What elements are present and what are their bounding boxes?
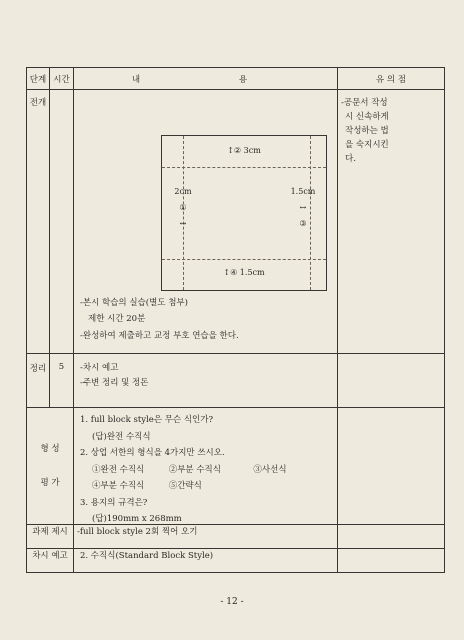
evaluation-questions	[80, 412, 287, 528]
practice-line: -본시 학습의 실습(별도 첨부)	[80, 298, 188, 308]
option-3: ③사선식	[253, 464, 287, 475]
summary-time: 5	[50, 354, 74, 408]
next-lesson-content: 2. 수직식(Standard Block Style)	[74, 549, 338, 573]
note-line: 을 숙지시킨	[345, 140, 389, 150]
left-margin-line	[183, 136, 184, 290]
right-margin-arrow-icon: ↔	[299, 203, 307, 212]
right-margin-value: 1.5cm	[290, 187, 316, 196]
summary-stage: 정리	[27, 354, 50, 408]
evaluation-stage-top: 형 성	[40, 444, 60, 454]
top-margin-label: ↕② 3cm	[227, 146, 261, 155]
development-row	[27, 90, 445, 354]
summary-line: -주변 정리 및 정돈	[80, 378, 149, 388]
table-header-row	[27, 68, 445, 90]
summary-row	[27, 354, 445, 408]
next-lesson-stage: 차시 예고	[27, 549, 74, 573]
option-4: ④부분 수직식	[92, 481, 145, 491]
bottom-margin-label: ↕④ 1.5cm	[223, 268, 265, 277]
evaluation-notes	[338, 408, 445, 525]
header-stage: 단계	[27, 68, 50, 90]
header-content-left: 내	[131, 74, 141, 85]
development-content	[74, 90, 338, 354]
evaluation-stage-bottom: 평 가	[40, 478, 60, 488]
summary-notes	[338, 354, 445, 408]
question-2: 2. 상업 서한의 형식을 4가지만 쓰시오.	[80, 448, 225, 458]
right-margin-number: ③	[299, 219, 307, 228]
submit-line: -완성하여 제출하고 교정 부호 연습을 한다.	[80, 331, 239, 341]
question-1: 1. full block style은 무슨 식인가?	[80, 415, 214, 425]
summary-content	[74, 354, 338, 408]
development-time	[50, 90, 74, 354]
task-notes	[338, 525, 445, 549]
summary-line: -차시 예고	[80, 363, 119, 373]
header-notes: 유 의 점	[338, 68, 445, 90]
task-content: -full block style 2회 찍어 오기	[74, 525, 338, 549]
left-margin-arrow-icon: ↔	[179, 219, 187, 228]
header-content	[74, 68, 338, 90]
answer-1: (답)완전 수직식	[92, 431, 151, 442]
answer-3: (답)190mm x 268mm	[92, 514, 182, 524]
next-lesson-notes	[338, 549, 445, 573]
time-limit-line: 제한 시간 20분	[88, 314, 146, 324]
note-line: 시 신속하게	[345, 112, 389, 122]
left-margin-value: 2cm	[174, 187, 192, 196]
task-row	[27, 525, 445, 549]
page-number: - 12 -	[220, 597, 244, 607]
option-2: ②부분 수직식	[168, 464, 221, 475]
margin-diagram	[161, 135, 327, 291]
option-1: ①완전 수직식	[92, 464, 145, 475]
task-stage: 과제 제시	[27, 525, 74, 549]
header-content-right: 용	[238, 74, 248, 85]
note-line: -공문서 작성	[341, 98, 388, 108]
answer-2-row-b	[80, 478, 287, 495]
right-margin-line	[310, 136, 311, 290]
evaluation-content	[74, 408, 338, 525]
evaluation-stage	[27, 408, 74, 525]
answer-2-row-a	[80, 462, 287, 479]
header-time: 시간	[50, 68, 74, 90]
note-line: 작성하는 법	[345, 126, 389, 136]
development-stage: 전개	[27, 90, 50, 354]
question-3: 3. 용지의 규격은?	[80, 497, 148, 508]
development-notes	[338, 90, 445, 354]
top-margin-line	[162, 167, 326, 168]
bottom-margin-line	[162, 259, 326, 260]
option-5: ⑤간략식	[168, 481, 202, 491]
next-lesson-row	[27, 549, 445, 573]
evaluation-row	[27, 408, 445, 525]
lesson-plan-table	[26, 67, 445, 573]
left-margin-number: ①	[179, 203, 187, 212]
note-line: 다.	[345, 154, 356, 164]
